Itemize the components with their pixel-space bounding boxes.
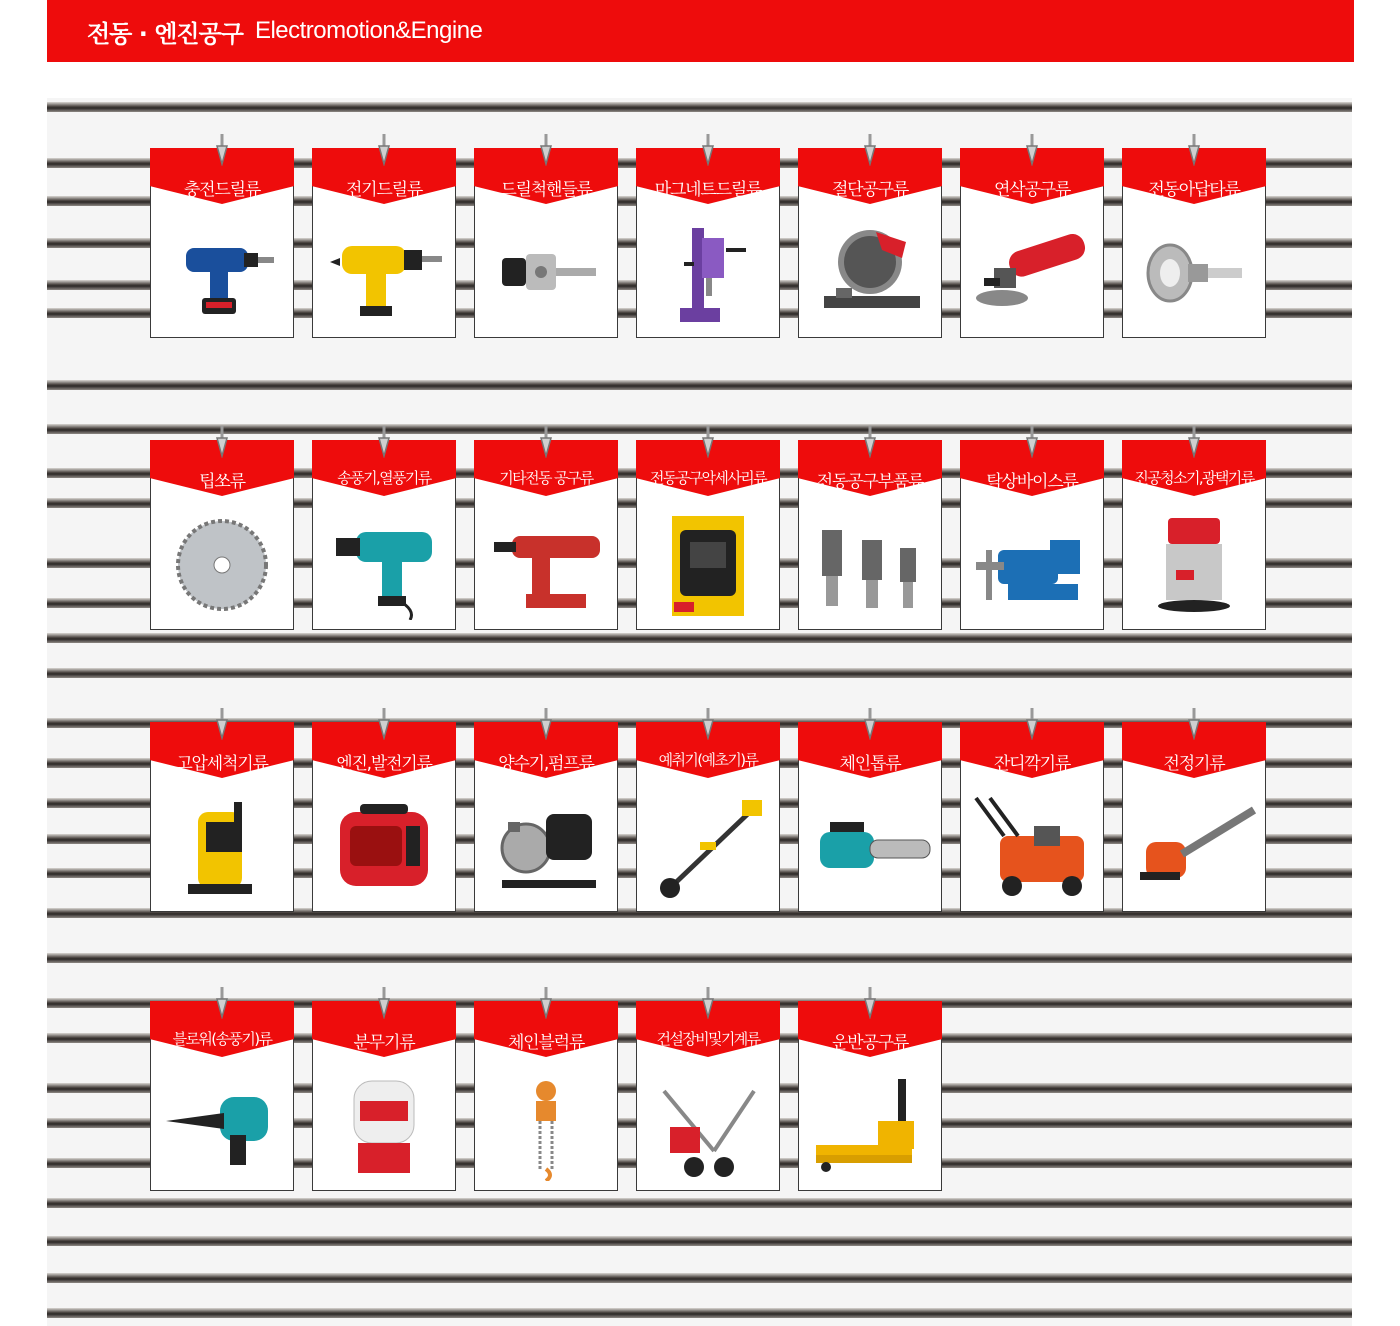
category-label[interactable]: 충전드릴류 — [183, 180, 261, 200]
category-label[interactable]: 전동공구악세사리류 — [649, 469, 766, 487]
hanger-hook-icon — [1023, 708, 1041, 740]
hanger-hook-icon — [1185, 708, 1203, 740]
category-card[interactable] — [798, 722, 942, 912]
wall-slat — [47, 380, 1352, 390]
pressure-washer-icon[interactable] — [157, 791, 287, 903]
hanger-hook-icon — [213, 426, 231, 458]
water-pump-icon[interactable] — [481, 791, 611, 903]
wall-slat — [47, 1273, 1352, 1283]
lawn-mower-icon[interactable] — [967, 791, 1097, 903]
category-card[interactable] — [960, 722, 1104, 912]
category-label[interactable]: 연삭공구류 — [993, 180, 1071, 200]
category-label[interactable]: 예취기(예초기)류 — [658, 751, 758, 769]
hanger-hook-icon — [213, 134, 231, 166]
section-title-ko: 전동 · 엔진공구 — [87, 19, 243, 48]
hanger-hook-icon — [537, 134, 555, 166]
category-label[interactable]: 블로워(송풍기)류 — [172, 1030, 272, 1048]
category-label[interactable]: 전기드릴류 — [345, 180, 423, 200]
category-card[interactable] — [1122, 722, 1266, 912]
vacuum-cleaner-icon[interactable] — [1129, 509, 1259, 621]
category-card[interactable] — [150, 148, 294, 338]
wall-slat — [47, 953, 1352, 963]
hanger-hook-icon — [699, 134, 717, 166]
category-card[interactable] — [312, 722, 456, 912]
category-card[interactable] — [312, 1001, 456, 1191]
generator-icon[interactable] — [319, 791, 449, 903]
category-card[interactable] — [150, 722, 294, 912]
cordless-drill-icon[interactable] — [157, 217, 287, 329]
category-card[interactable] — [798, 440, 942, 630]
adapter-icon[interactable] — [1129, 217, 1259, 329]
cut-off-saw-icon[interactable] — [805, 217, 935, 329]
blower-icon[interactable] — [157, 1070, 287, 1182]
category-card[interactable] — [798, 148, 942, 338]
category-label[interactable]: 양수기,펌프류 — [498, 754, 594, 774]
category-label[interactable]: 진공청소기,광택기류 — [1134, 469, 1254, 487]
wall-slat — [47, 1198, 1352, 1208]
wall-slat — [47, 1236, 1352, 1246]
category-label[interactable]: 팁쏘류 — [199, 472, 245, 492]
category-label[interactable]: 전동아답타류 — [1148, 180, 1240, 200]
category-card[interactable] — [960, 440, 1104, 630]
diamond-bit-icon[interactable] — [805, 509, 935, 621]
hanger-hook-icon — [375, 134, 393, 166]
category-label[interactable]: 분무기류 — [353, 1033, 415, 1053]
angle-grinder-icon[interactable] — [967, 217, 1097, 329]
category-card[interactable] — [474, 148, 618, 338]
category-label[interactable]: 마그네트드릴류 — [654, 180, 762, 200]
category-card[interactable] — [1122, 148, 1266, 338]
bench-vise-icon[interactable] — [967, 509, 1097, 621]
category-card[interactable] — [312, 148, 456, 338]
category-label[interactable]: 잔디깍기류 — [993, 754, 1071, 774]
hanger-hook-icon — [699, 987, 717, 1019]
battery-charger-icon[interactable] — [643, 509, 773, 621]
category-card[interactable] — [474, 722, 618, 912]
grass-trimmer-icon[interactable] — [643, 791, 773, 903]
electric-drill-icon[interactable] — [319, 217, 449, 329]
category-label[interactable]: 체인블럭류 — [507, 1033, 585, 1053]
wall-slat — [47, 1308, 1352, 1318]
category-card[interactable] — [150, 440, 294, 630]
category-card[interactable] — [636, 440, 780, 630]
category-label[interactable]: 운반공구류 — [831, 1033, 909, 1053]
hanger-hook-icon — [213, 987, 231, 1019]
hanger-hook-icon — [537, 708, 555, 740]
category-label[interactable]: 고압세척기류 — [176, 754, 268, 774]
category-card[interactable] — [474, 1001, 618, 1191]
hedge-trimmer-icon[interactable] — [1129, 791, 1259, 903]
hanger-hook-icon — [861, 987, 879, 1019]
hanger-hook-icon — [213, 708, 231, 740]
sprayer-icon[interactable] — [319, 1070, 449, 1182]
category-label[interactable]: 체인톱류 — [839, 754, 901, 774]
hanger-hook-icon — [537, 426, 555, 458]
category-label[interactable]: 절단공구류 — [831, 180, 909, 200]
hanger-hook-icon — [861, 426, 879, 458]
section-header — [47, 0, 1354, 62]
nail-gun-icon[interactable] — [481, 509, 611, 621]
category-card[interactable] — [636, 148, 780, 338]
category-card[interactable] — [636, 722, 780, 912]
hanger-hook-icon — [537, 987, 555, 1019]
hanger-hook-icon — [699, 426, 717, 458]
category-card[interactable] — [960, 148, 1104, 338]
category-label[interactable]: 전정기류 — [1163, 754, 1225, 774]
section-title-en: Electromotion&Engine — [254, 17, 483, 44]
saw-blade-icon[interactable] — [157, 509, 287, 621]
category-card[interactable] — [312, 440, 456, 630]
hanger-hook-icon — [1023, 134, 1041, 166]
category-label[interactable]: 송풍기,열풍기류 — [337, 469, 431, 487]
category-label[interactable]: 건설장비및기계류 — [656, 1030, 760, 1048]
hanger-hook-icon — [375, 708, 393, 740]
chain-block-icon[interactable] — [481, 1070, 611, 1182]
hanger-hook-icon — [1023, 426, 1041, 458]
hanger-hook-icon — [699, 708, 717, 740]
wall-slat — [47, 102, 1352, 112]
category-card[interactable] — [636, 1001, 780, 1191]
pallet-truck-icon[interactable] — [805, 1070, 935, 1182]
category-label[interactable]: 엔진,발전기류 — [336, 754, 432, 774]
category-label[interactable]: 전동공구부품류 — [816, 472, 924, 492]
chainsaw-icon[interactable] — [805, 791, 935, 903]
category-card[interactable] — [150, 1001, 294, 1191]
category-card[interactable] — [798, 1001, 942, 1191]
wall-slat — [47, 633, 1352, 643]
hanger-hook-icon — [1185, 426, 1203, 458]
category-card[interactable] — [1122, 440, 1266, 630]
category-label[interactable]: 드릴척핸들류 — [500, 180, 592, 200]
wall-slat — [47, 668, 1352, 678]
hanger-hook-icon — [861, 134, 879, 166]
tiller-icon[interactable] — [643, 1070, 773, 1182]
hanger-hook-icon — [1185, 134, 1203, 166]
category-label[interactable]: 기타전동 공구류 — [499, 469, 593, 487]
heat-gun-icon[interactable] — [319, 509, 449, 621]
magnetic-drill-icon[interactable] — [643, 217, 773, 329]
category-card[interactable] — [474, 440, 618, 630]
hanger-hook-icon — [375, 987, 393, 1019]
category-label[interactable]: 탁상바이스류 — [986, 472, 1078, 492]
hanger-hook-icon — [861, 708, 879, 740]
hanger-hook-icon — [375, 426, 393, 458]
drill-chuck-icon[interactable] — [481, 217, 611, 329]
